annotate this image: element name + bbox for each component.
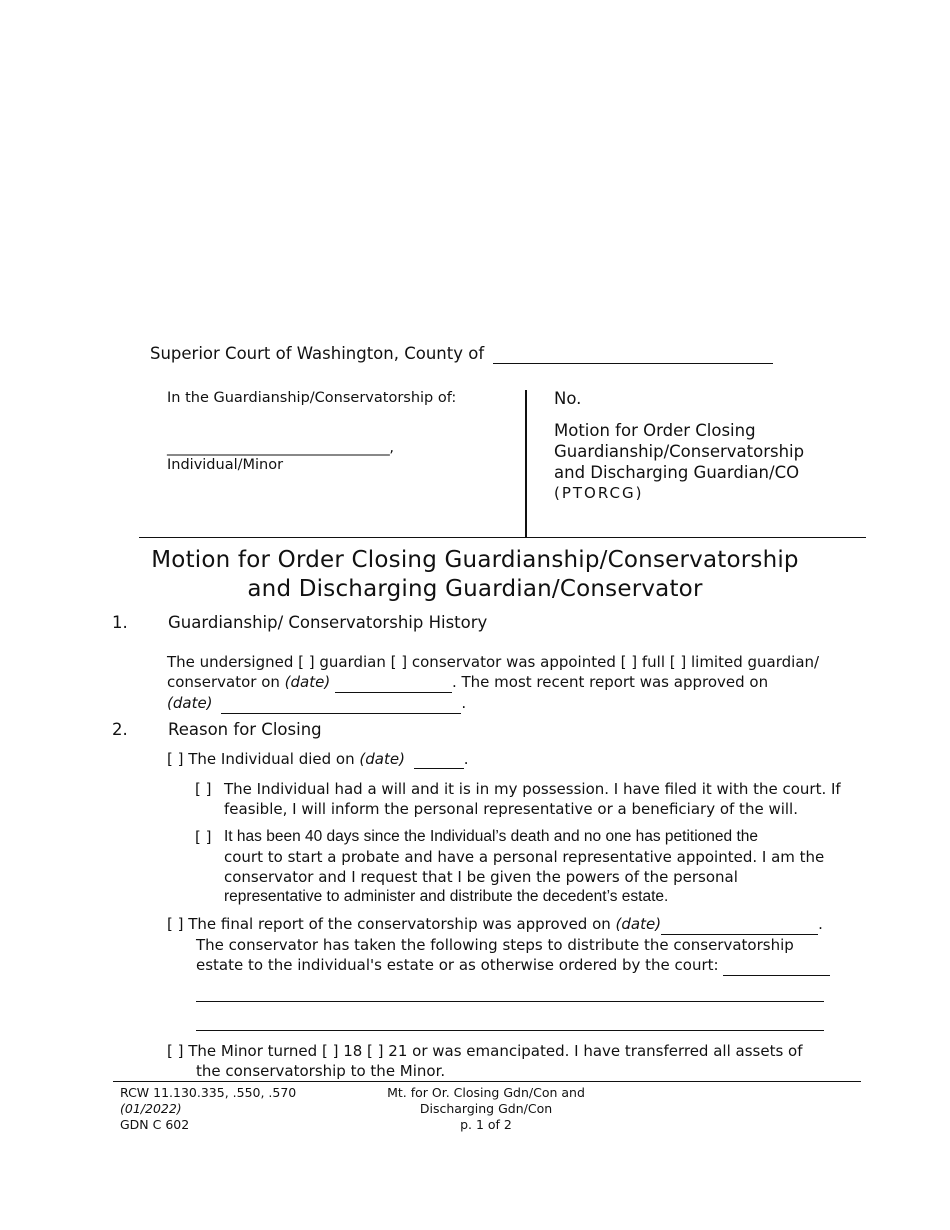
footer-rule bbox=[113, 1081, 861, 1082]
minor-line: the conservatorship to the Minor. bbox=[196, 1062, 446, 1080]
option-died[interactable]: [ ] The Individual died on (date) . bbox=[167, 750, 469, 768]
history-line-3: (date) . bbox=[167, 694, 467, 712]
section-2-heading: Reason for Closing bbox=[168, 720, 322, 739]
option-will[interactable] bbox=[195, 779, 841, 819]
date-label: (date) bbox=[359, 750, 405, 768]
final-report-date-field[interactable] bbox=[661, 914, 818, 935]
footer-left bbox=[120, 1085, 296, 1133]
minor-line: [ ] The Minor turned [ ] 18 [ ] 21 or was emancipated. I have transferred all assets of bbox=[167, 1042, 803, 1060]
page-title-line: and Discharging Guardian/Conservator bbox=[247, 576, 703, 602]
forty-days-line: representative to administer and distribute the decedent’s estate. bbox=[224, 888, 669, 905]
court-prefix: Superior Court of Washington, County of bbox=[150, 344, 485, 363]
will-line: The Individual had a will and it is in my possession. I have filed it with the court. If bbox=[224, 780, 841, 798]
caption-label: In the Guardianship/Conservatorship of: bbox=[167, 390, 457, 406]
page-title-line: Motion for Order Closing Guardianship/Conservatorship bbox=[151, 547, 799, 573]
case-number-label: No. bbox=[554, 389, 582, 408]
statute-reference: RCW 11.130.335, .550, .570 bbox=[120, 1085, 297, 1100]
distribution-steps-line[interactable] bbox=[196, 1001, 824, 1002]
appointed-date-field[interactable] bbox=[335, 672, 452, 693]
party-name-field[interactable]: ________________________________, bbox=[167, 440, 394, 456]
footer-center bbox=[336, 1085, 636, 1133]
party-name-sublabel: Individual/Minor bbox=[167, 457, 284, 473]
caption-title-line: Guardianship/Conservatorship bbox=[554, 442, 805, 461]
forty-days-line: It has been 40 days since the Individual’s death and no one has petitioned the bbox=[224, 828, 759, 845]
page-title bbox=[0, 546, 950, 604]
section-1-number: 1. bbox=[112, 613, 128, 632]
forty-days-line: conservator and I request that I be given the powers of the personal bbox=[224, 868, 738, 886]
history-line-1[interactable]: The undersigned [ ] guardian [ ] conservator was appointed [ ] full [ ] limited guardian/ bbox=[167, 653, 820, 671]
date-label: (date) bbox=[284, 673, 331, 691]
section-2-number: 2. bbox=[112, 720, 128, 739]
form-number: GDN C 602 bbox=[120, 1117, 190, 1132]
distribution-steps-line[interactable] bbox=[196, 1030, 824, 1031]
date-label: (date) bbox=[615, 915, 662, 933]
page-number: p. 1 of 2 bbox=[460, 1117, 512, 1132]
option-minor[interactable] bbox=[167, 1041, 803, 1081]
court-line bbox=[150, 344, 773, 364]
report-date-field[interactable] bbox=[221, 693, 461, 714]
caption-bottom-rule bbox=[139, 537, 866, 538]
final-report-line: [ ] The final report of the conservatorship was approved on (date) . bbox=[167, 915, 823, 933]
option-final-report[interactable] bbox=[167, 914, 830, 976]
distribution-steps-field[interactable] bbox=[723, 955, 830, 976]
county-field[interactable] bbox=[493, 344, 773, 364]
forty-days-checkbox[interactable]: [ ] bbox=[195, 828, 212, 846]
section-1-heading: Guardianship/ Conservatorship History bbox=[168, 613, 488, 632]
option-forty-days[interactable] bbox=[195, 827, 824, 907]
death-date-field[interactable] bbox=[414, 750, 464, 769]
caption-title bbox=[554, 420, 804, 504]
history-line-2: conservator on (date) . The most recent report was approved on bbox=[167, 673, 769, 691]
final-report-line: estate to the individual's estate or as otherwise ordered by the court: bbox=[196, 955, 830, 976]
footer-short-title: Discharging Gdn/Con bbox=[419, 1101, 553, 1116]
caption-form-code: (PTORCG) bbox=[554, 484, 644, 502]
will-line: feasible, I will inform the personal representative or a beneficiary of the will. bbox=[224, 800, 798, 818]
form-revision: (01/2022) bbox=[120, 1101, 182, 1116]
caption-title-line: and Discharging Guardian/CO bbox=[554, 463, 800, 482]
date-label: (date) bbox=[167, 694, 213, 712]
will-checkbox[interactable]: [ ] bbox=[195, 780, 212, 798]
final-report-line: The conservator has taken the following steps to distribute the conservatorship bbox=[196, 936, 794, 954]
footer-short-title: Mt. for Or. Closing Gdn/Con and bbox=[387, 1085, 585, 1100]
forty-days-line: court to start a probate and have a personal representative appointed. I am the bbox=[224, 848, 825, 866]
caption-divider bbox=[525, 390, 527, 537]
section-1-paragraph bbox=[167, 652, 819, 714]
caption-title-line: Motion for Order Closing bbox=[554, 421, 756, 440]
